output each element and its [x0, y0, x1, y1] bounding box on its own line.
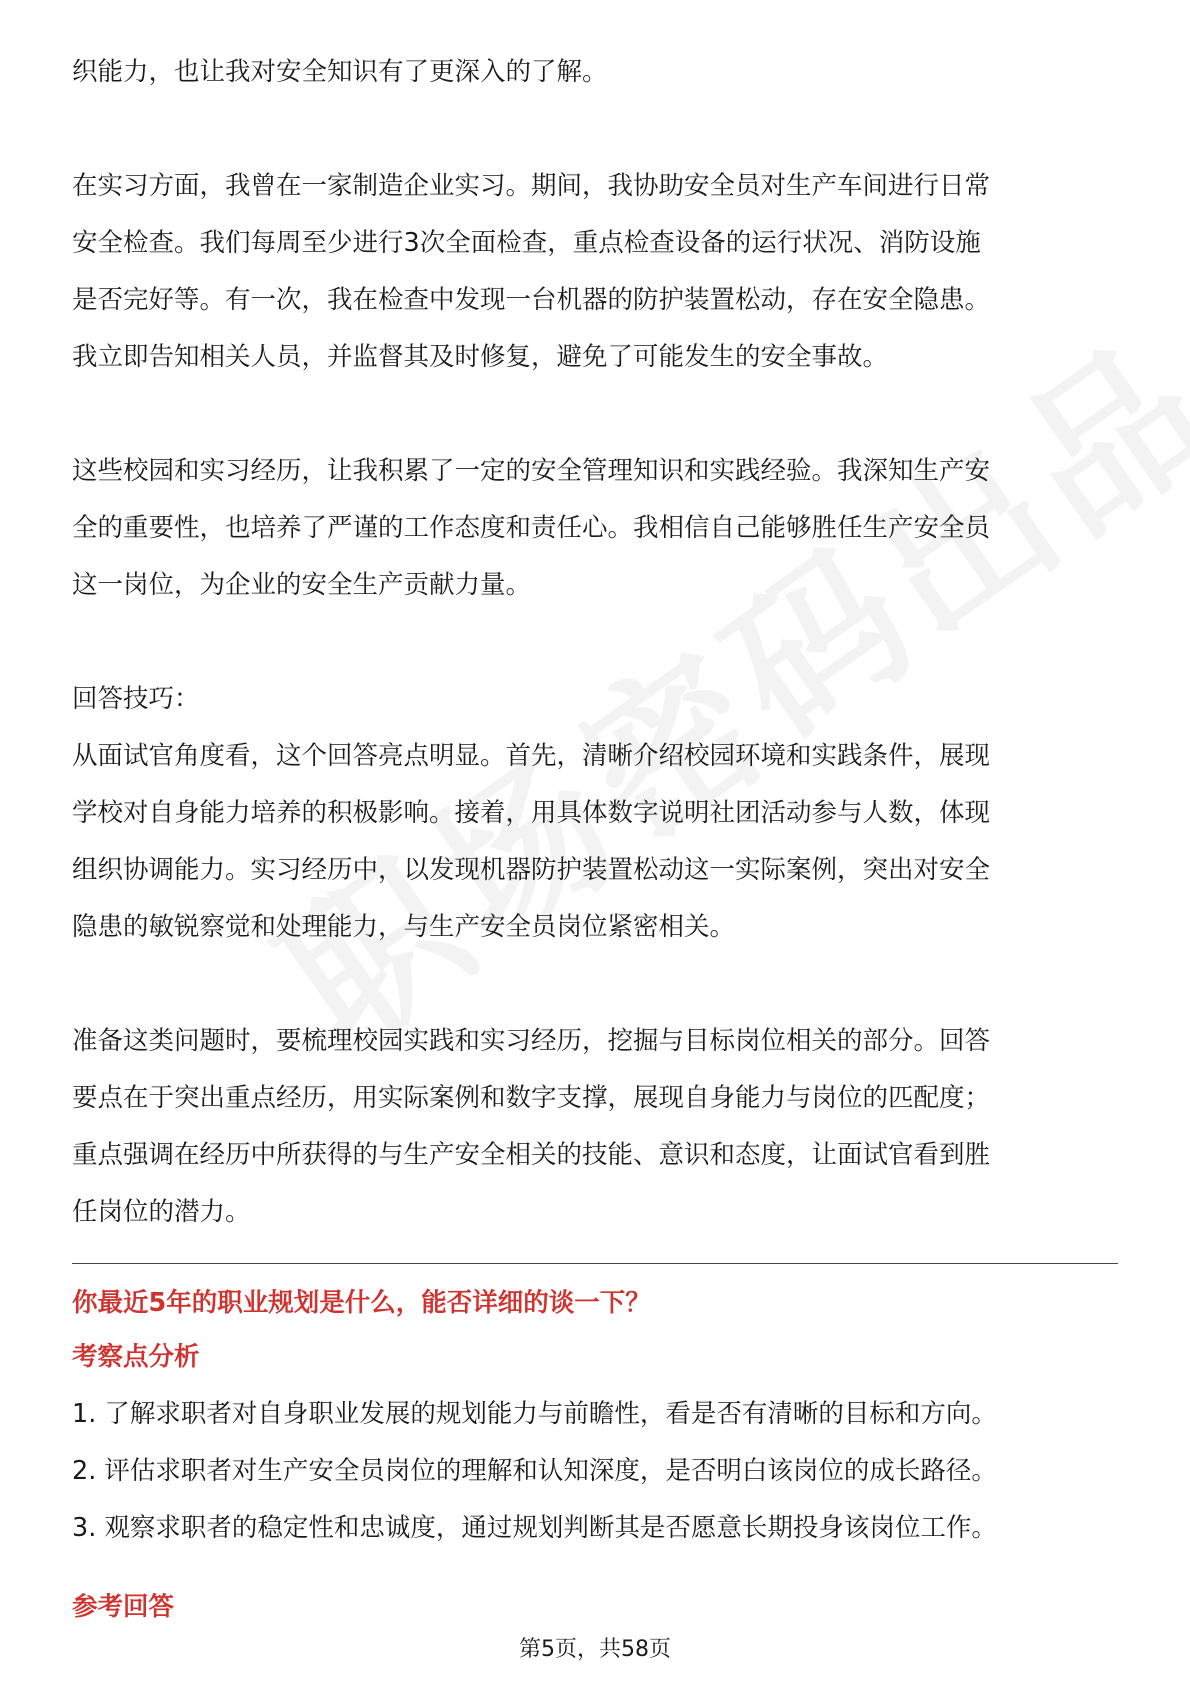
analysis-heading: 考察点分析	[72, 1342, 200, 1372]
line: 隐患的敏锐察觉和处理能力，与生产安全员岗位紧密相关。	[72, 912, 736, 942]
document-body	[72, 44, 1118, 1627]
tips-paragraph-2	[72, 1013, 1118, 1241]
line: 准备这类问题时，要梳理校园实践和实习经历，挖掘与目标岗位相关的部分。回答	[72, 1026, 991, 1056]
line: 织能力，也让我对安全知识有了更深入的了解。	[72, 57, 608, 87]
paragraph-summary	[72, 443, 1118, 614]
line: 这些校园和实习经历，让我积累了一定的安全管理知识和实践经验。我深知生产安	[72, 456, 991, 486]
line: 这一岗位，为企业的安全生产贡献力量。	[72, 570, 532, 600]
line: 我立即告知相关人员，并监督其及时修复，避免了可能发生的安全事故。	[72, 342, 889, 372]
list-item: 1. 了解求职者对自身职业发展的规划能力与前瞻性，看是否有清晰的目标和方向。	[72, 1399, 997, 1429]
line: 学校对自身能力培养的积极影响。接着，用具体数字说明社团活动参与人数，体现	[72, 798, 991, 828]
line: 要点在于突出重点经历，用实际案例和数字支撑，展现自身能力与岗位的匹配度；	[72, 1083, 991, 1113]
reference-answer-heading: 参考回答	[72, 1592, 175, 1622]
line: 任岗位的潜力。	[72, 1197, 251, 1227]
tips-paragraph-1	[72, 728, 1118, 956]
line: 是否完好等。有一次，我在检查中发现一台机器的防护装置松动，存在安全隐患。	[72, 285, 991, 315]
line: 安全检查。我们每周至少进行3次全面检查，重点检查设备的运行状况、消防设施	[72, 228, 981, 258]
line: 重点强调在经历中所获得的与生产安全相关的技能、意识和态度，让面试官看到胜	[72, 1140, 991, 1170]
paragraph-internship	[72, 158, 1118, 386]
tips-label: 回答技巧：	[72, 684, 200, 714]
list-item: 2. 评估求职者对生产安全员岗位的理解和认知深度，是否明白该岗位的成长路径。	[72, 1456, 997, 1486]
line: 在实习方面，我曾在一家制造企业实习。期间，我协助安全员对生产车间进行日常	[72, 171, 991, 201]
page-footer: 第5页，共58页	[519, 1637, 671, 1662]
analysis-list	[72, 1386, 1118, 1557]
line: 组织协调能力。实习经历中，以发现机器防护装置松动这一实际案例，突出对安全	[72, 855, 991, 885]
list-item: 3. 观察求职者的稳定性和忠诚度，通过规划判断其是否愿意长期投身该岗位工作。	[72, 1513, 997, 1543]
line: 从面试官角度看，这个回答亮点明显。首先，清晰介绍校园环境和实践条件，展现	[72, 741, 991, 771]
line: 全的重要性，也培养了严谨的工作态度和责任心。我相信自己能够胜任生产安全员	[72, 513, 991, 543]
section-divider	[72, 1263, 1118, 1264]
question-heading: 你最近5年的职业规划是什么，能否详细的谈一下？	[72, 1288, 651, 1318]
paragraph-1	[72, 44, 1118, 101]
